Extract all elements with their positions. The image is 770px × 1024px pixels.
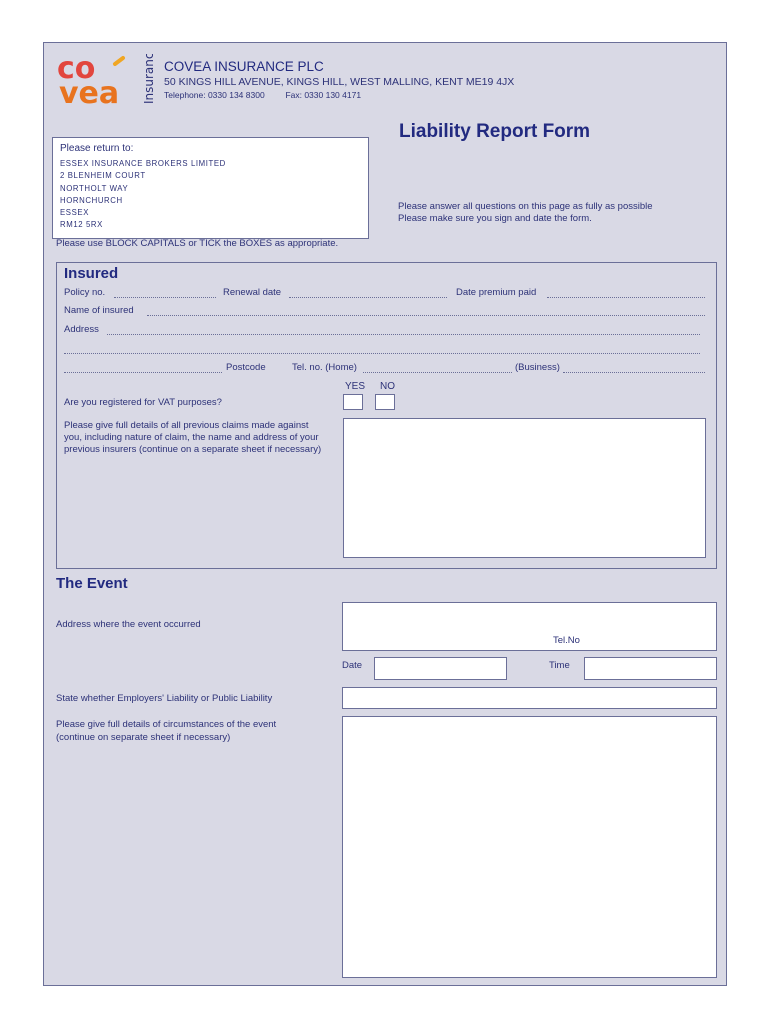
event-date-field[interactable] (374, 657, 507, 680)
insured-title: Insured (64, 265, 119, 282)
circumstances-line: Please give full details of circumstances of the event (56, 719, 277, 730)
address-label: Address (64, 324, 99, 335)
return-line: NORTHOLT WAY (60, 183, 129, 193)
event-time-field[interactable] (584, 657, 717, 680)
return-line: 2 BLENHEIM COURT (60, 171, 146, 181)
tel-business-label: (Business) (515, 362, 560, 373)
renewal-date-label: Renewal date (223, 287, 282, 298)
company-name: COVEA INSURANCE PLC (164, 59, 324, 74)
previous-claims-label: Please give full details of all previous claims made against you, including nature of claim, the name and address of your previous insurers (continue on a separate sheet if necessary) (64, 420, 322, 455)
date-premium-paid-label: Date premium paid (456, 287, 537, 298)
instruction-line: Please answer all questions on this page as fully as possible (398, 201, 653, 212)
address-field-line-3[interactable] (64, 372, 222, 373)
policy-no-field[interactable] (114, 297, 216, 298)
name-of-insured-label: Name of insured (64, 305, 134, 316)
form-title: Liability Report Form (399, 121, 591, 142)
policy-no-label: Policy no. (64, 287, 106, 298)
return-address-box (52, 137, 369, 239)
tel-home-field[interactable] (363, 372, 512, 373)
fax-number: Fax: 0330 130 4171 (285, 90, 362, 100)
form-page (43, 42, 727, 986)
circumstances-label (56, 718, 276, 744)
event-tel-label: Tel.No (553, 635, 580, 646)
return-line: HORNCHURCH (60, 195, 123, 205)
return-line: ESSEX INSURANCE BROKERS LIMITED (60, 159, 226, 168)
tel-home-label: Tel. no. (Home) (292, 362, 357, 373)
tel-business-field[interactable] (563, 372, 705, 373)
svg-text:vea: vea (59, 76, 120, 106)
address-field-line-2[interactable] (64, 353, 700, 354)
vat-question: Are you registered for VAT purposes? (64, 397, 222, 408)
covea-logo (57, 54, 160, 106)
renewal-date-field[interactable] (289, 297, 447, 298)
event-time-label: Time (549, 660, 570, 671)
instruction-line: Please make sure you sign and date the form. (398, 213, 592, 224)
return-line: RM12 5RX (60, 220, 103, 230)
liability-type-field[interactable] (342, 687, 717, 709)
event-address-label: Address where the event occurred (56, 619, 201, 630)
vat-no-checkbox[interactable] (375, 394, 395, 410)
circumstances-textarea[interactable] (342, 716, 717, 978)
address-field-line-1[interactable] (107, 334, 700, 335)
return-line: ESSEX (60, 208, 90, 218)
postcode-label: Postcode (226, 362, 266, 373)
company-contact (164, 90, 361, 100)
telephone-number: Telephone: 0330 134 8300 (164, 90, 265, 100)
event-title: The Event (56, 575, 128, 592)
no-label: NO (380, 381, 395, 392)
liability-type-label: State whether Employers' Liability or Public Liability (56, 693, 273, 704)
company-address: 50 KINGS HILL AVENUE, KINGS HILL, WEST MALLING, KENT ME19 4JX (164, 76, 515, 88)
svg-text:Insurance: Insurance (142, 54, 156, 104)
block-capitals-note: Please use BLOCK CAPITALS or TICK the BOXES as appropriate. (56, 238, 339, 249)
previous-claims-textarea[interactable] (343, 418, 706, 558)
instructions (398, 201, 653, 225)
vat-yes-checkbox[interactable] (343, 394, 363, 410)
event-date-label: Date (342, 660, 363, 671)
return-label: Please return to: (60, 143, 134, 154)
event-address-field[interactable] (342, 602, 717, 651)
circumstances-line: (continue on separate sheet if necessary) (56, 732, 231, 743)
insured-section (56, 262, 717, 569)
date-premium-paid-field[interactable] (547, 297, 705, 298)
name-of-insured-field[interactable] (147, 315, 705, 316)
yes-label: YES (345, 381, 366, 392)
return-address-lines (60, 158, 226, 232)
svg-text:co: co (57, 54, 96, 86)
